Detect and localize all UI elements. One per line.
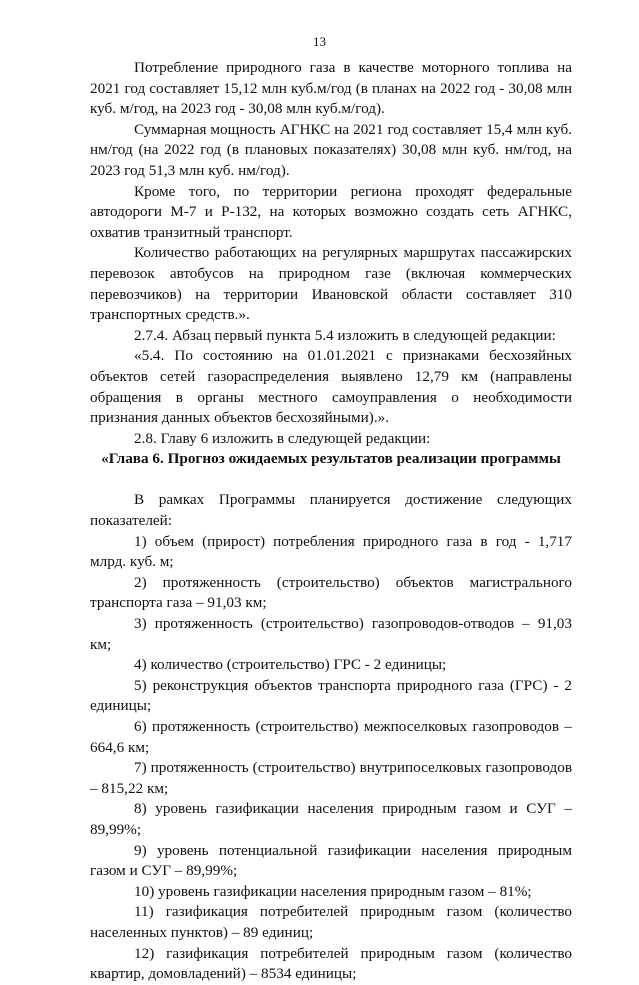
- paragraph-motor-fuel: Потребление природного газа в качестве моторного топлива на 2021 год составляет 15,12 млн куб.м/год (в планах на 2022 год - 30,08 млн куб. м/год, на 2023 год - 30,08 млн куб.м/год).: [90, 59, 572, 118]
- document-body: [90, 58, 572, 985]
- indicator-item: 8) уровень газификации населения природным газом и СУГ – 89,99%;: [90, 800, 572, 838]
- paragraph-agnks-capacity: Суммарная мощность АГНКС на 2021 год составляет 15,4 млн куб. нм/год (на 2022 год (в плановых показателях) 30,08 млн куб. нм/год, на 2023 год 51,3 млн куб. нм/год).: [90, 120, 572, 179]
- paragraph-buses: Количество работающих на регулярных маршрутах пассажирских перевозок автобусов на природном газе (включая коммерческих перевозчиков) на территории Ивановской области составляет 310 транспортных средств.».: [90, 244, 572, 324]
- indicators-intro: В рамках Программы планируется достижение следующих показателей:: [90, 491, 572, 530]
- indicator-item: 3) протяженность (строительство) газопроводов-отводов – 91,03 км;: [90, 615, 572, 653]
- chapter-heading: «Глава 6. Прогноз ожидаемых результатов реализации программы: [101, 450, 561, 468]
- indicator-item: 4) количество (строительство) ГРС - 2 единицы;: [134, 656, 447, 674]
- paragraph-amendment-2-8: 2.8. Главу 6 изложить в следующей редакции:: [134, 429, 431, 447]
- indicator-item: 6) протяженность (строительство) межпоселковых газопроводов – 664,6 км;: [90, 718, 572, 756]
- indicator-item: 10) уровень газификации населения природным газом – 81%;: [134, 882, 532, 900]
- indicator-item: 11) газификация потребителей природным газом (количество населенных пунктов) – 89 единиц;: [90, 903, 572, 941]
- indicator-item: 7) протяженность (строительство) внутрипоселковых газопроводов – 815,22 км;: [90, 759, 572, 797]
- indicator-item: 2) протяженность (строительство) объектов магистрального транспорта газа – 91,03 км;: [90, 573, 572, 612]
- indicator-item: 9) уровень потенциальной газификации населения природным газом и СУГ – 89,99%;: [90, 841, 572, 880]
- page-number: 13: [313, 34, 326, 49]
- paragraph-5-4: «5.4. По состоянию на 01.01.2021 с признаками бесхозяйных объектов сетей газораспределения выявлено 12,79 км (направлены обращения в органы местного самоуправления о необходимости признания данных объектов бесхозяйными).».: [90, 347, 572, 427]
- indicator-item: 12) газификация потребителей природным газом (количество квартир, домовладений) – 8534 единицы;: [90, 944, 572, 983]
- indicator-item: 5) реконструкция объектов транспорта природного газа (ГРС) - 2 единицы;: [90, 676, 572, 715]
- indicator-item: 1) объем (прирост) потребления природного газа в год - 1,717 млрд. куб. м;: [90, 532, 572, 571]
- paragraph-federal-roads: Кроме того, по территории региона проходят федеральные автодороги М-7 и Р-132, на которых возможно создать сеть АГНКС, охватив транзитный транспорт.: [90, 182, 572, 241]
- paragraph-amendment-2-7-4: 2.7.4. Абзац первый пункта 5.4 изложить в следующей редакции:: [134, 326, 556, 344]
